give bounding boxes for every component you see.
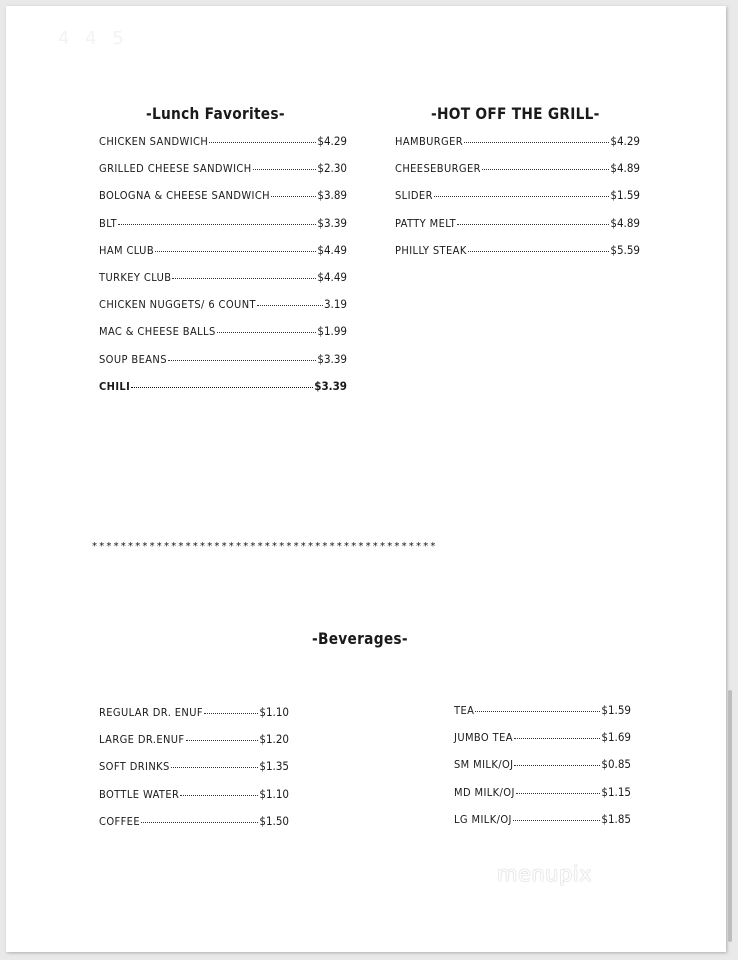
faded-page-number: 4 4 5 [58,28,129,49]
item-name: BOTTLE WATER [99,787,180,801]
dot-leader [434,196,610,197]
menu-item [395,161,640,188]
dot-leader [516,793,601,794]
item-name: JUMBO TEA [454,731,513,745]
item-name: CHEESEBURGER [395,162,481,176]
lunch-favorites-heading: -Lunch Favorites- [146,104,285,123]
item-price: 3.19 [323,297,347,312]
menu-page [6,6,726,952]
item-name: COFFEE [99,814,140,828]
item-price: $1.35 [259,759,289,774]
dot-leader [180,795,258,796]
dot-leader [457,224,609,225]
dot-leader [168,360,316,361]
asterisk-divider: ************************************************ [92,541,438,552]
item-name: BLT [99,216,118,230]
item-price: $3.39 [317,215,347,230]
menu-item [454,785,631,812]
item-price: $4.29 [610,134,640,148]
grill-list [395,134,640,270]
item-price: $3.39 [317,351,347,366]
menu-item [395,216,640,243]
item-name: CHICKEN SANDWICH [99,135,209,148]
item-name: CHILI [99,379,131,393]
item-name: PATTY MELT [395,216,457,230]
dot-leader [141,822,258,823]
item-price: $5.59 [610,242,640,257]
item-name: SM MILK/OJ [454,758,514,772]
menu-item [454,812,631,839]
item-price: $1.99 [317,324,347,339]
dot-leader [271,196,316,197]
item-price: $4.29 [317,134,347,148]
item-name: SOFT DRINKS [99,760,170,774]
menu-item [99,270,347,297]
item-price: $1.59 [601,703,631,717]
item-price: $0.85 [601,757,631,772]
menu-item [99,188,347,215]
menu-item [99,297,347,324]
menu-item [99,216,347,243]
scrollbar-thumb[interactable] [728,690,732,942]
dot-leader [514,765,600,766]
dot-leader [186,740,259,741]
item-name: LARGE DR.ENUF [99,733,185,747]
item-price: $2.30 [317,161,347,176]
dot-leader [257,305,323,306]
dot-leader [514,738,601,739]
dot-leader [155,251,316,252]
item-price: $1.59 [610,188,640,203]
menu-item [99,732,289,759]
item-name: SOUP BEANS [99,352,167,366]
item-name: HAM CLUB [99,243,155,257]
dot-leader [464,142,609,143]
dot-leader [253,169,317,170]
item-name: HAMBURGER [395,135,464,148]
item-name: TURKEY CLUB [99,270,172,284]
dot-leader [172,278,316,279]
dot-leader [209,142,316,143]
menu-item [99,705,289,732]
dot-leader [217,332,317,333]
menu-item [99,324,347,351]
item-name: TEA [454,704,475,717]
dot-leader [204,713,258,714]
menu-item [99,243,347,270]
menu-item [99,161,347,188]
dot-leader [468,251,610,252]
item-price: $4.89 [610,215,640,230]
dot-leader [131,387,313,388]
item-name: MD MILK/OJ [454,785,515,799]
menu-item [395,134,640,161]
menu-item [454,730,631,757]
menupix-watermark: menupix [497,862,593,886]
menu-item [99,787,289,814]
item-name: BOLOGNA & CHEESE SANDWICH [99,189,271,203]
beverages-right-list [454,703,631,839]
item-name: PHILLY STEAK [395,243,467,257]
menu-item [395,188,640,215]
item-name: MAC & CHEESE BALLS [99,325,216,339]
item-name: GRILLED CHEESE SANDWICH [99,162,252,176]
item-name: REGULAR DR. ENUF [99,706,203,719]
item-name: LG MILK/OJ [454,812,512,826]
item-price: $4.49 [317,242,347,257]
menu-item [454,703,631,730]
beverages-left-list [99,705,289,841]
item-price: $1.69 [601,730,631,745]
item-price: $3.39 [314,378,347,393]
item-name: CHICKEN NUGGETS/ 6 COUNT [99,298,256,312]
item-price: $4.49 [317,269,347,284]
menu-item [395,243,640,270]
lunch-favorites-list [99,134,347,406]
dot-leader [513,820,601,821]
item-price: $1.10 [259,786,289,801]
beverages-heading: -Beverages- [312,629,408,648]
hot-off-the-grill-heading: -HOT OFF THE GRILL- [431,104,600,123]
item-name: SLIDER [395,189,433,203]
menu-item [99,814,289,841]
item-price: $1.15 [601,784,631,799]
item-price: $1.10 [259,705,289,719]
menu-item [99,134,347,161]
dot-leader [118,224,316,225]
item-price: $1.20 [259,732,289,747]
dot-leader [475,711,600,712]
item-price: $4.89 [610,161,640,176]
dot-leader [482,169,609,170]
item-price: $1.85 [601,811,631,826]
item-price: $1.50 [259,813,289,828]
menu-item [99,379,347,406]
menu-item [99,352,347,379]
menu-item [99,759,289,786]
item-price: $3.89 [317,188,347,203]
dot-leader [171,767,259,768]
menu-item [454,757,631,784]
